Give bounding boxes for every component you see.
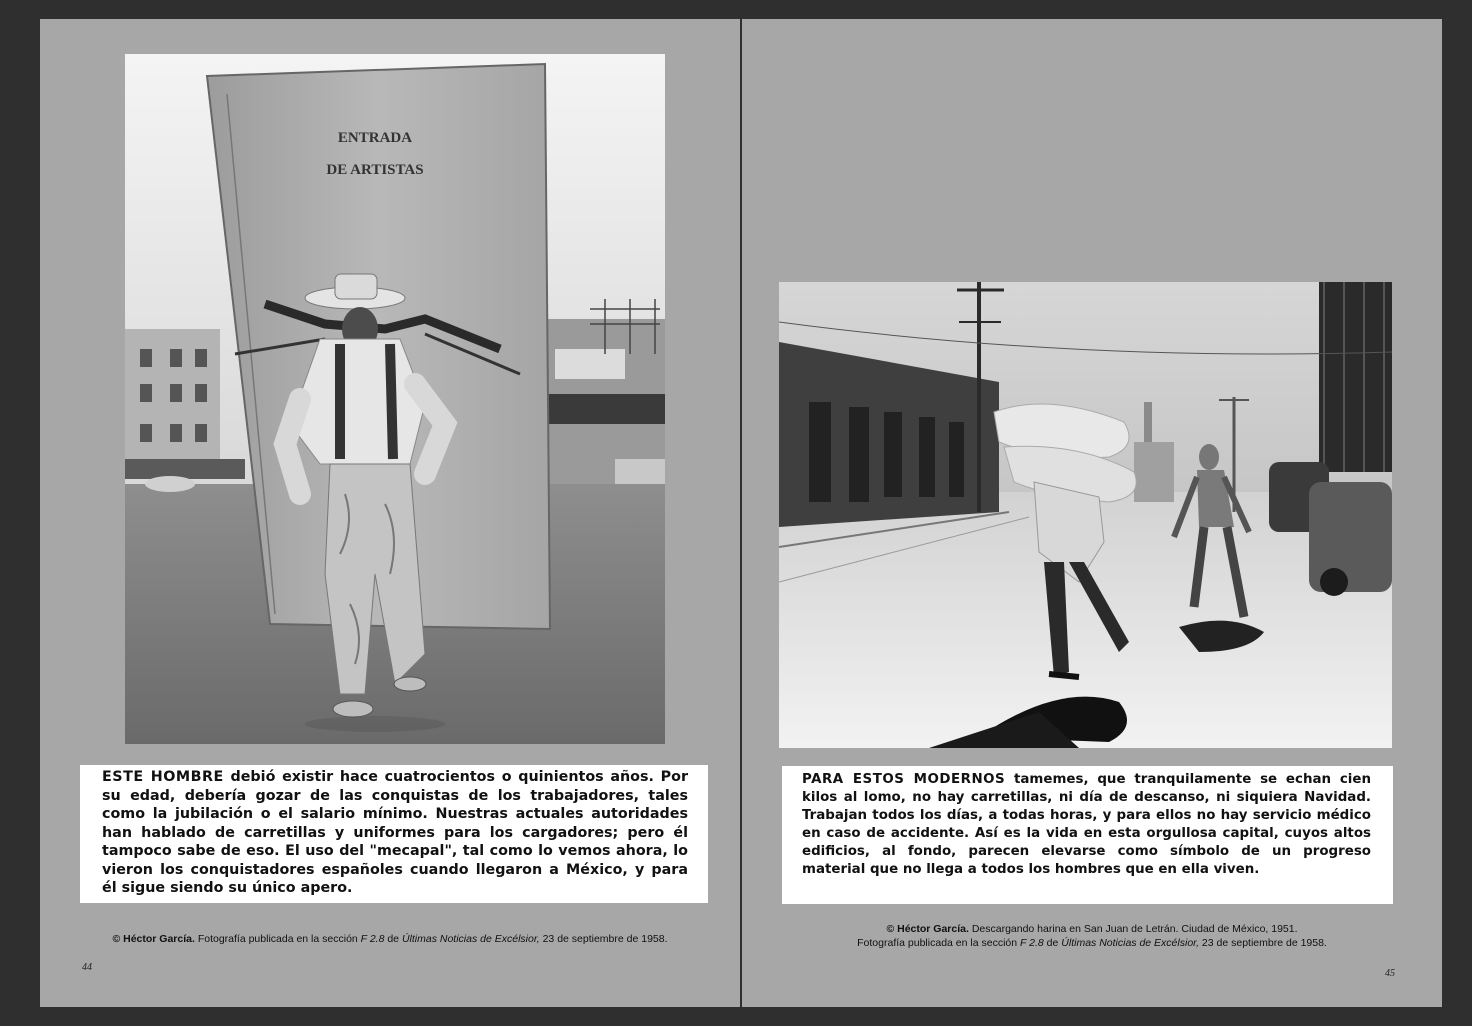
credit-paper: Últimas Noticias de Excélsior, <box>1061 937 1199 949</box>
credit-section: F 2.8 <box>1020 937 1044 949</box>
caption-box-right <box>782 766 1393 904</box>
credit-text-1: Fotografía publicada en la sección <box>857 937 1018 949</box>
door-sign-line2: DE ARTISTAS <box>326 162 424 178</box>
credit-line-2 <box>742 936 1442 950</box>
door-sign-line1: ENTRADA <box>337 130 413 146</box>
caption-lead: ESTE HOMBRE <box>102 769 224 785</box>
credit-paper: Últimas Noticias de Excélsior, <box>401 933 540 945</box>
right-page <box>742 19 1442 1007</box>
photo-street-illustration <box>779 282 1392 748</box>
photo-men-carrying-sacks <box>779 282 1392 748</box>
left-page <box>40 19 740 1007</box>
caption-text: tamemes, que tranquilamente se echan cien kilos al lomo, no hay carretillas, ni día de descanso, ni siquiera Navidad. Trabajan todos los días, a todas horas, y para ellos no hay servicio médico en caso de accidente. Así es la vida en esta orgullosa capital, cuyos altos edificios, al fondo, parecen elevarse como símbolo de un progreso material que no llega a todos los hombres que en ella viven. <box>802 772 1371 877</box>
credit-line-1 <box>742 922 1442 936</box>
credit-line1-text: Descargando harina en San Juan de Letrán. Ciudad de México, 1951. <box>971 923 1298 935</box>
photo-credit-right <box>742 922 1442 950</box>
credit-name: © Héctor García. <box>112 933 195 945</box>
photo-door-illustration <box>125 54 665 744</box>
credit-section: F 2.8 <box>360 933 385 945</box>
page-number-left: 44 <box>82 962 92 973</box>
caption-box-left <box>80 765 708 903</box>
photo-credit-left <box>40 933 740 945</box>
credit-text-2: de <box>1046 937 1059 949</box>
credit-text-2: de <box>387 933 400 945</box>
caption-text: debió existir hace cuatrocientos o quinientos años. Por su edad, debería gozar de las conquistas de los trabajadores, tales como la jubilación o el salario mínimo. Nuestras actuales autoridades han hablado de carretillas y uniformes para los cargadores; pero él tampoco sabe de eso. El uso del "mecapal", tal como lo vemos ahora, lo vieron los conquistadores españoles cuando llegaron a México, y para él sigue siendo su único apero. <box>102 769 688 896</box>
credit-date: 23 de septiembre de 1958. <box>1201 937 1327 949</box>
caption-lead: PARA ESTOS MODERNOS <box>802 772 1006 787</box>
credit-date: 23 de septiembre de 1958. <box>542 933 668 945</box>
credit-text-1: Fotografía publicada en la sección <box>197 933 358 945</box>
credit-name: © Héctor García. <box>886 923 969 935</box>
photo-man-carrying-door <box>125 54 665 744</box>
page-number-right: 45 <box>1385 968 1395 979</box>
